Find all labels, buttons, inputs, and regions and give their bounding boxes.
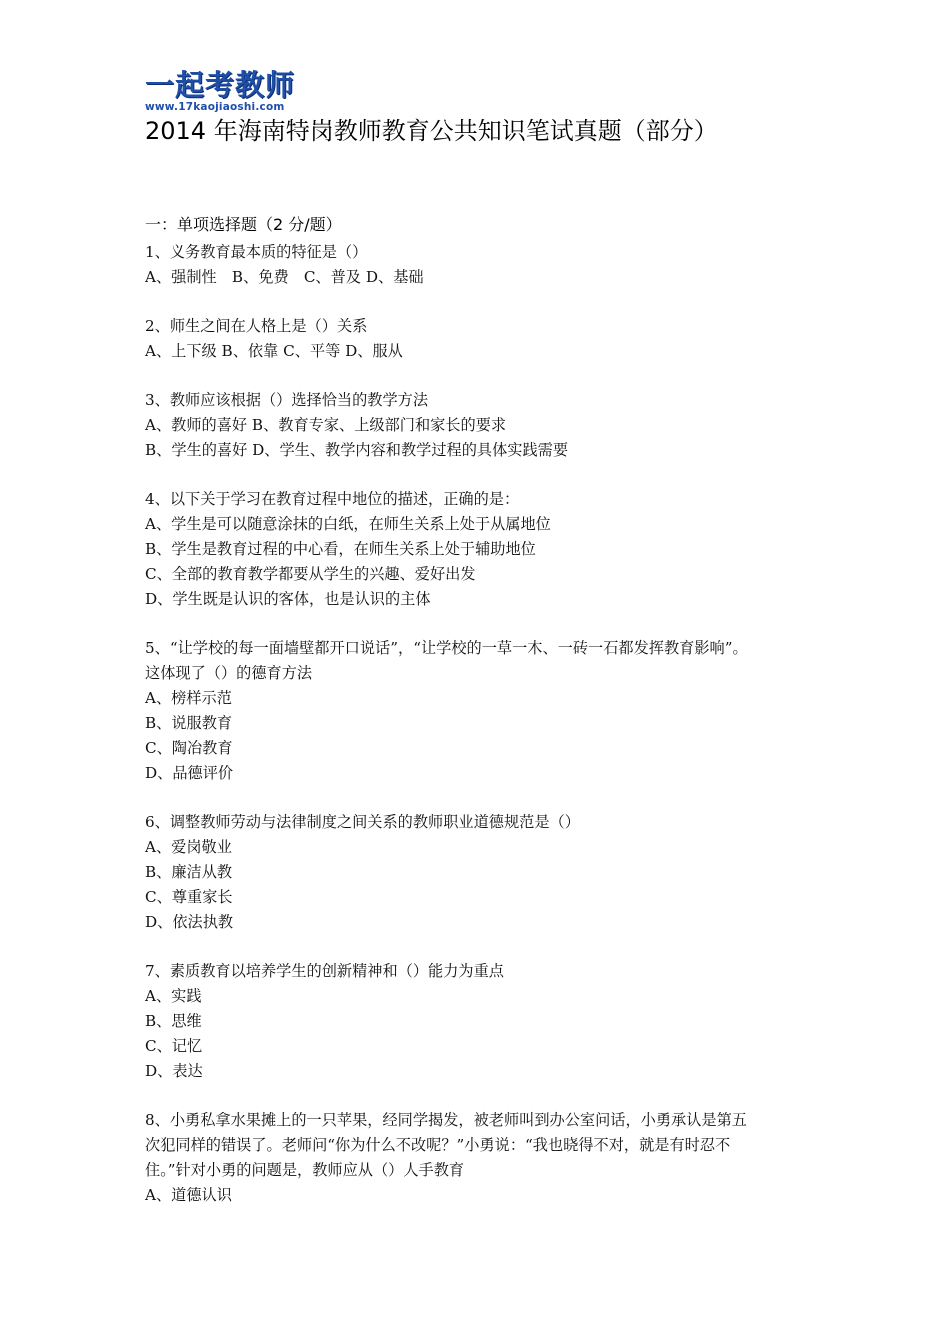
question-stem: 4、以下关于学习在教育过程中地位的描述，正确的是：	[145, 490, 520, 508]
site-logo	[145, 70, 310, 113]
question-stem-continued: 住。”针对小勇的问题是，教师应从（）人手教育	[145, 1161, 465, 1179]
answer-option-d: D、品德评价	[145, 764, 234, 782]
question-stem: 5、“让学校的每一面墙壁都开口说话”，“让学校的一草一木、一砖一石都发挥教育影响”。	[145, 639, 748, 657]
answer-option-c: C、全部的教育教学都要从学生的兴趣、爱好出发	[145, 565, 476, 583]
logo-text: 一起考教师	[145, 68, 296, 102]
question-stem: 8、小勇私拿水果摊上的一只苹果，经同学揭发，被老师叫到办公室问话，小勇承认是第五	[145, 1111, 747, 1129]
answer-option-d: D、学生既是认识的客体，也是认识的主体	[145, 590, 431, 608]
question-stem-continued: 次犯同样的错误了。老师问“你为什么不改呢？”小勇说：“我也晓得不对，就是有时忍不	[145, 1136, 731, 1154]
answer-option-c: C、尊重家长	[145, 888, 233, 906]
question-stem: 2、师生之间在人格上是（）关系	[145, 317, 368, 335]
question-stem: 1、义务教育最本质的特征是（）	[145, 243, 368, 261]
answer-option-b: B、思维	[145, 1012, 202, 1030]
answer-option-c: C、陶冶教育	[145, 739, 233, 757]
answer-option-a: A、实践	[145, 987, 202, 1005]
answer-options: A、强制性 B、免费 C、普及 D、基础	[145, 268, 424, 286]
answer-options: A、上下级 B、依靠 C、平等 D、服从	[145, 342, 403, 360]
logo-url: www.17kaojiaoshi.com	[145, 101, 285, 113]
answer-option-d: D、依法执教	[145, 913, 234, 931]
question-4	[145, 487, 815, 612]
answer-option-a: A、学生是可以随意涂抹的白纸，在师生关系上处于从属地位	[145, 515, 551, 533]
question-1	[145, 240, 815, 290]
answer-options: B、学生的喜好 D、学生、教学内容和教学过程的具体实践需要	[145, 441, 569, 459]
question-list	[145, 240, 815, 1232]
question-stem: 7、素质教育以培养学生的创新精神和（）能力为重点	[145, 962, 504, 980]
answer-option-b: B、说服教育	[145, 714, 233, 732]
page-title: 2014 年海南特岗教师教育公共知识笔试真题（部分）	[145, 117, 718, 145]
answer-option-b: B、廉洁从教	[145, 863, 233, 881]
question-stem: 6、调整教师劳动与法律制度之间关系的教师职业道德规范是（）	[145, 813, 580, 831]
answer-option-a: A、爱岗敬业	[145, 838, 232, 856]
answer-option-a: A、榜样示范	[145, 689, 232, 707]
question-stem-continued: 这体现了（）的德育方法	[145, 664, 313, 682]
question-6	[145, 810, 815, 935]
question-8	[145, 1108, 815, 1208]
question-2	[145, 314, 815, 364]
answer-option-a: A、道德认识	[145, 1186, 232, 1204]
question-5	[145, 636, 815, 786]
answer-options: A、教师的喜好 B、教育专家、上级部门和家长的要求	[145, 416, 507, 434]
question-stem: 3、教师应该根据（）选择恰当的教学方法	[145, 391, 429, 409]
question-7	[145, 959, 815, 1084]
answer-option-c: C、记忆	[145, 1037, 203, 1055]
question-3	[145, 388, 815, 463]
answer-option-d: D、表达	[145, 1062, 203, 1080]
section-heading: 一：单项选择题（2 分/题）	[145, 215, 342, 234]
answer-option-b: B、学生是教育过程的中心看，在师生关系上处于辅助地位	[145, 540, 536, 558]
